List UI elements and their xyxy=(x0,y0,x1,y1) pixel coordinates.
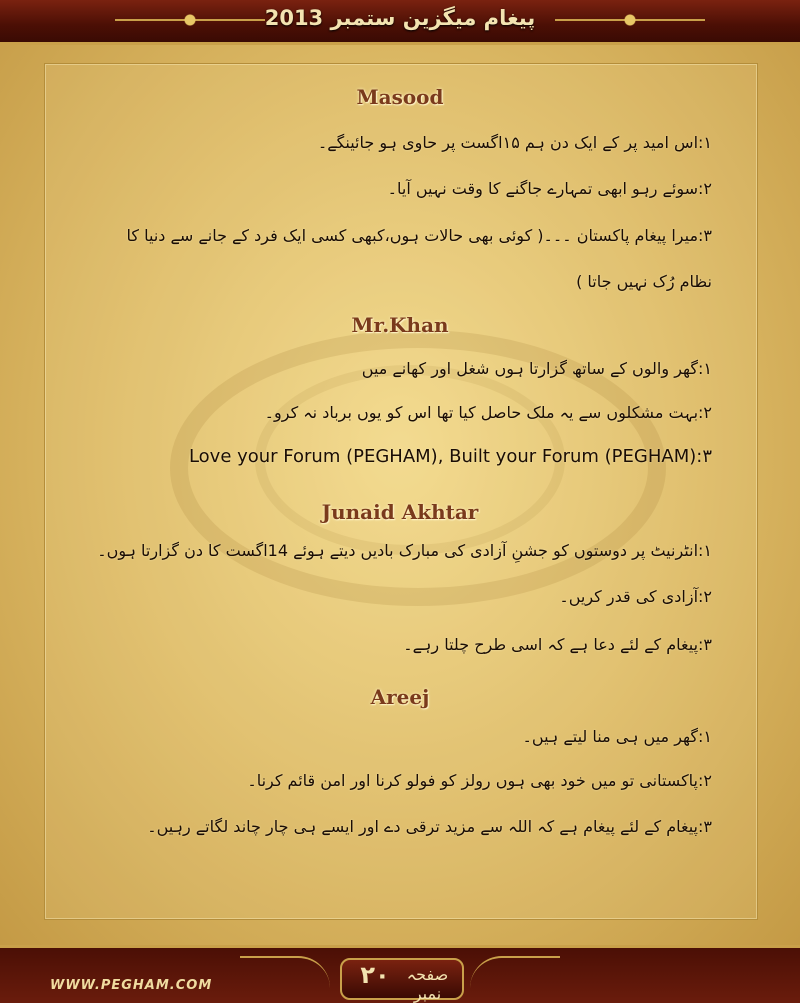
footer-bar xyxy=(0,945,800,1003)
junaid-answer-3: ۳:پیغام کے لئے دعا ہے کہ اسی طرح چلتا رہے۔ xyxy=(403,635,712,654)
page-body xyxy=(0,45,800,945)
junaid-answer-2: ۲:آزادی کی قدر کریں۔ xyxy=(559,587,712,606)
section-name-areej: Areej xyxy=(370,685,430,709)
section-name-masood: Masood xyxy=(356,85,444,109)
page-label: صفحہ نمبر xyxy=(406,965,449,1003)
mr-khan-answer-3: Love your Forum (PEGHAM), Built your Forum (PEGHAM):۳ xyxy=(188,446,712,467)
section-name-mr-khan: Mr.Khan xyxy=(351,313,449,337)
page-number: ۲۰ xyxy=(360,961,390,989)
masood-answer-2: ۲:سوئے رہو ابھی تمہارے جاگنے کا وقت نہیں آیا۔ xyxy=(387,179,712,198)
masood-answer-3: ۳:میرا پیغام پاکستان ۔۔۔( کوئی بھی حالات ہوں،کبھی کسی ایک فرد کے جانے سے دنیا کا نظام رُک نہیں جاتا ) xyxy=(126,226,712,291)
masood-answer-1: ۱:اس امید پر کے ایک دن ہم ۱۵اگست پر حاوی ہو جائینگے۔ xyxy=(317,133,712,152)
footer-curl-right-icon xyxy=(470,956,560,988)
areej-answer-3: ۳:پیغام کے لئے پیغام ہے کہ اللہ سے مزید ترقی دے اور ایسے ہی چار چاند لگاتے رہیں۔ xyxy=(147,817,712,836)
junaid-answer-1: ۱:انٹرنیٹ پر دوستوں کو جشنِ آزادی کی مبارک بادیں دیتے ہوئے 14اگست کا دن گزارتا ہوں۔ xyxy=(97,541,712,560)
mr-khan-answer-1: ۱:گھر والوں کے ساتھ گزارتا ہوں شغل اور کھانے میں xyxy=(361,359,712,378)
header-bar xyxy=(0,0,800,45)
ornament-right-icon xyxy=(555,9,705,31)
magazine-title: پیغام میگزین ستمبر 2013 xyxy=(264,6,536,30)
mr-khan-answer-2: ۲:بہت مشکلوں سے یہ ملک حاصل کیا تھا اس کو یوں برباد نہ کرو۔ xyxy=(264,403,712,422)
website-link[interactable]: WWW.PEGHAM.COM xyxy=(50,978,213,993)
areej-answer-2: ۲:پاکستانی تو میں خود بھی ہوں رولز کو فولو کرنا اور امن قائم کرنا۔ xyxy=(247,771,712,790)
section-name-junaid-akhtar: Junaid Akhtar xyxy=(321,500,479,524)
footer-curl-left-icon xyxy=(240,956,330,988)
areej-answer-1: ۱:گھر میں ہی منا لیتے ہیں۔ xyxy=(522,727,712,746)
